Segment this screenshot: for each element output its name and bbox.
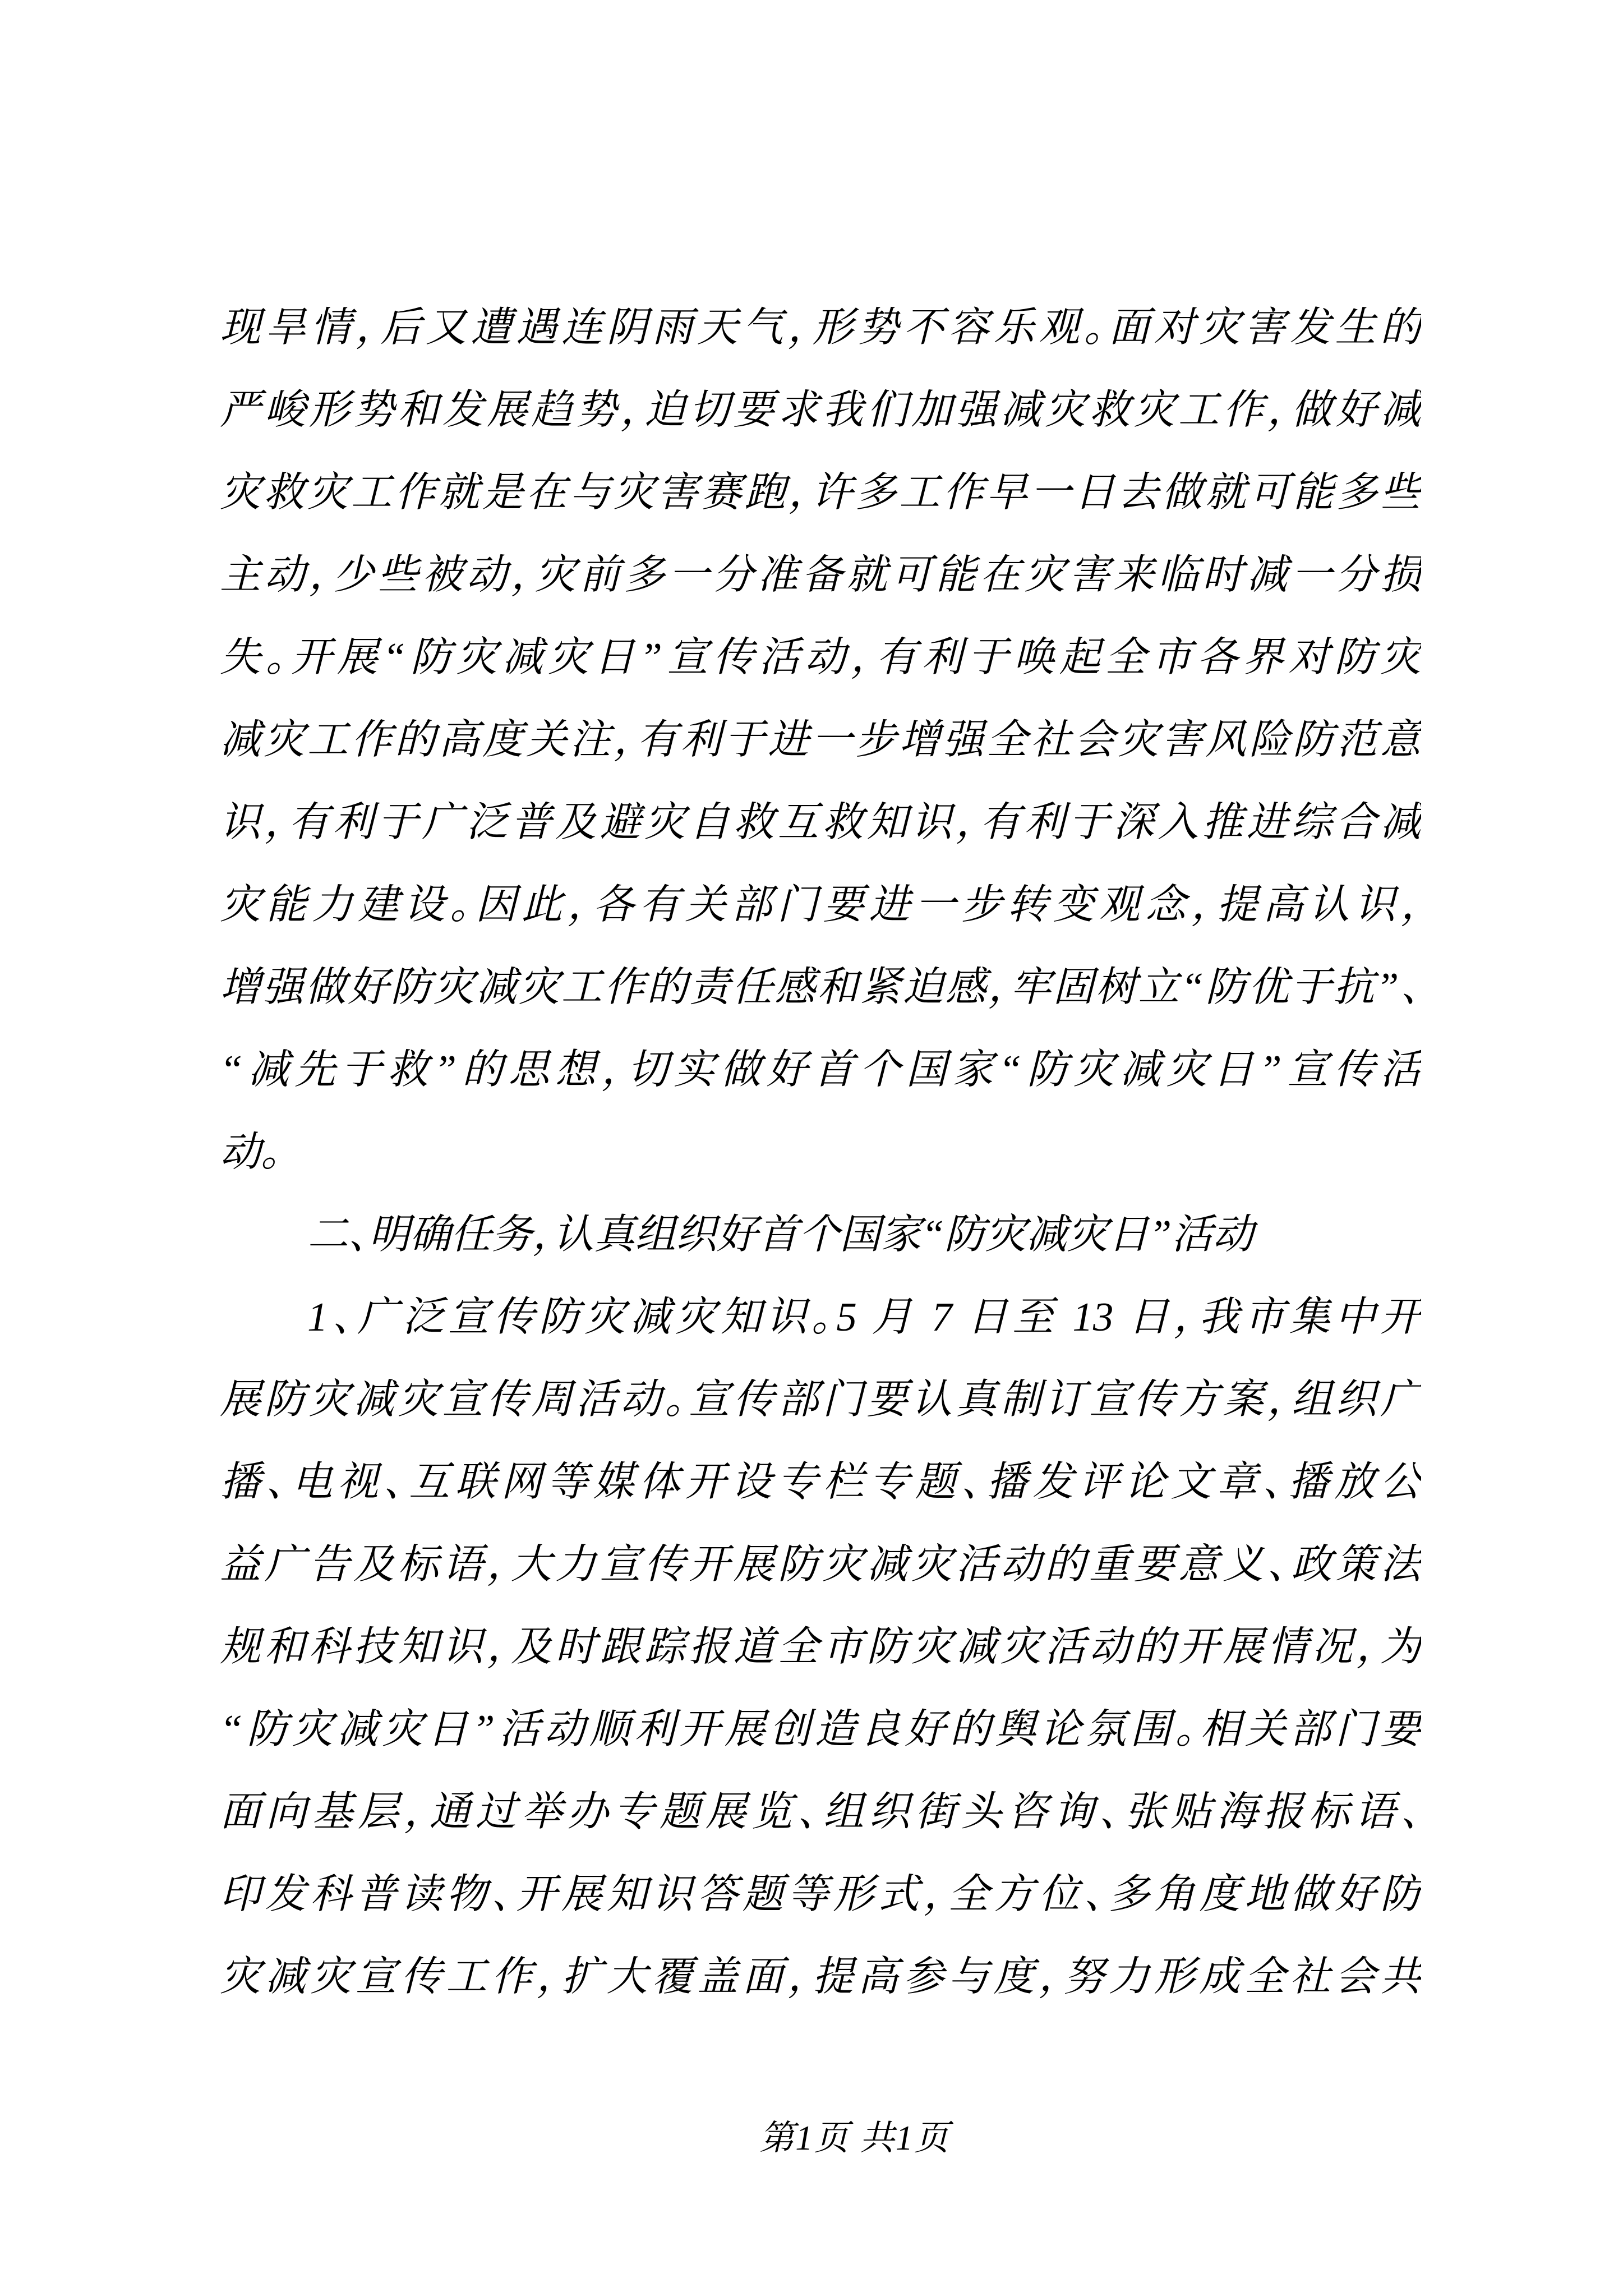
text-line: 1、广泛宣传防灾减灾知识。5 月 7 日至 13 日，我市集中开 (307, 1294, 1421, 1340)
text-line: 播、电视、互联网等媒体开设专栏专题、播发评论文章、播放公 (220, 1459, 1421, 1504)
text-line: 动。 (220, 1129, 282, 1175)
text-line: 识，有利于广泛普及避灾自救互救知识，有利于深入推进综合减 (220, 799, 1421, 845)
page-number-text: 第1页 共1页 (759, 2119, 950, 2157)
text-line: 减灾工作的高度关注，有利于进一步增强全社会灾害风险防范意 (220, 717, 1421, 762)
text-line: 失。开展“防灾减灾日”宣传活动，有利于唤起全市各界对防灾 (220, 634, 1421, 680)
page-footer (43, 2110, 1623, 2166)
text-line: 益广告及标语，大力宣传开展防灾减灾活动的重要意义、政策法 (220, 1542, 1421, 1587)
text-line: 面向基层，通过举办专题展览、组织街头咨询、张贴海报标语、 (220, 1789, 1421, 1834)
text-line: 二、明确任务，认真组织好首个国家“防灾减灾日”活动 (307, 1212, 1254, 1257)
text-line: 增强做好防灾减灾工作的责任感和紧迫感，牢固树立“防优于抗”、 (220, 964, 1421, 1010)
text-line: 展防灾减灾宣传周活动。宣传部门要认真制订宣传方案，组织广 (220, 1377, 1421, 1422)
text-line: 现旱情，后又遭遇连阴雨天气，形势不容乐观。面对灾害发生的 (220, 305, 1421, 350)
document-body (220, 286, 1421, 2018)
text-line: 规和科技知识，及时跟踪报道全市防灾减灾活动的开展情况，为 (220, 1624, 1421, 1669)
text-line: 严峻形势和发展趋势，迫切要求我们加强减灾救灾工作，做好减 (220, 387, 1421, 432)
text-line: 主动，少些被动，灾前多一分准备就可能在灾害来临时减一分损 (220, 552, 1421, 597)
text-line: “防灾减灾日”活动顺利开展创造良好的舆论氛围。相关部门要 (220, 1706, 1421, 1752)
text-line: 灾救灾工作就是在与灾害赛跑，许多工作早一日去做就可能多些 (220, 470, 1421, 515)
text-line: “减先于救”的思想，切实做好首个国家“防灾减灾日”宣传活 (220, 1047, 1421, 1092)
text-line: 灾能力建设。因此，各有关部门要进一步转变观念，提高认识， (220, 882, 1421, 927)
text-line: 印发科普读物、开展知识答题等形式，全方位、多角度地做好防 (220, 1871, 1421, 1917)
text-line: 灾减灾宣传工作，扩大覆盖面，提高参与度，努力形成全社会共 (220, 1954, 1421, 1999)
